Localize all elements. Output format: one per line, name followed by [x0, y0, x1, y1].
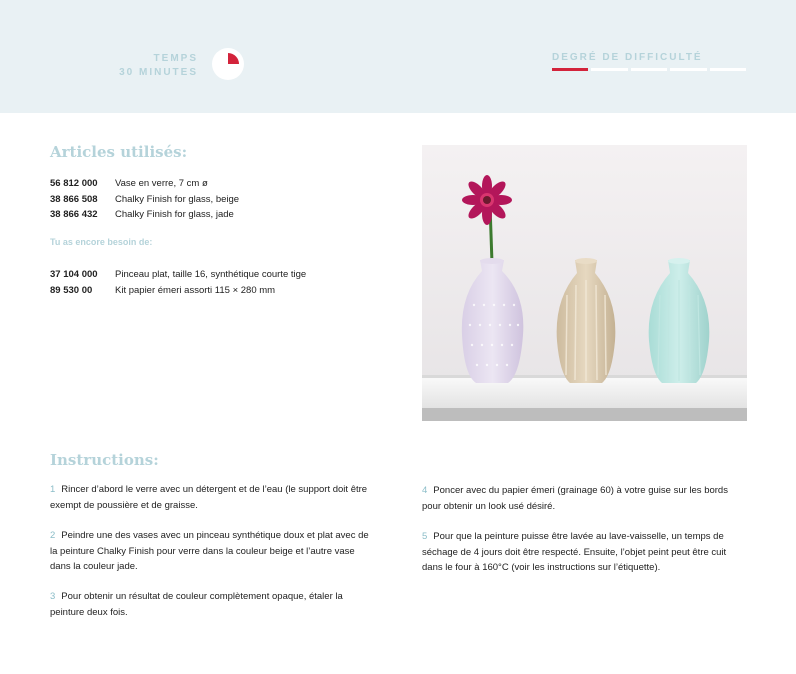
article-code: 38 866 508	[50, 193, 98, 205]
difficulty-segment	[552, 68, 588, 71]
step-text: Poncer avec du papier émeri (grainage 60) à votre guise sur les bords pour obtenir un look usé désiré.	[422, 485, 728, 512]
difficulty-segment	[670, 68, 706, 71]
step-number: 5	[422, 531, 428, 542]
vases-photo	[422, 145, 747, 421]
articles-list	[50, 176, 239, 223]
article-row	[50, 267, 306, 283]
step-text: Pour que la peinture puisse être lavée au lave-vaisselle, un temps de séchage de 4 jours doit être respecté. Ensuite, l’objet peint peut être cuit dans le four à 160°C (voir les instructions sur l’étiquette).	[422, 531, 727, 573]
article-row	[50, 207, 239, 223]
time-block	[119, 52, 198, 80]
step-text: Peindre une des vases avec un pinceau synthétique doux et plat avec de la peinture Chalky Finish pour verre dans la couleur beige et l’autre vase dans la couleur jade.	[50, 530, 369, 572]
article-desc: Pinceau plat, taille 16, synthétique courte tige	[115, 269, 307, 280]
time-label: TEMPS	[153, 53, 198, 64]
step-number: 3	[50, 591, 56, 602]
also-needed-list	[50, 267, 306, 298]
article-desc: Vase en verre, 7 cm ø	[115, 178, 208, 189]
instruction-step-1	[50, 482, 375, 513]
instruction-step-3	[50, 589, 375, 620]
article-row	[50, 283, 306, 299]
timer-icon	[212, 48, 244, 80]
step-text: Rincer d’abord le verre avec un détergent et de l’eau (le support doit être exempt de poussière et de graisse.	[50, 484, 368, 511]
difficulty-segment	[631, 68, 667, 71]
time-value: 30 MINUTES	[119, 67, 198, 78]
step-number: 4	[422, 485, 428, 496]
step-number: 1	[50, 484, 56, 495]
difficulty-meter	[552, 68, 746, 71]
article-code: 38 866 432	[50, 209, 98, 220]
article-code: 89 530 00	[50, 284, 93, 296]
article-row	[50, 176, 239, 192]
article-desc: Chalky Finish for glass, jade	[115, 209, 234, 220]
also-needed-title: Tu as encore besoin de:	[50, 237, 153, 247]
difficulty-label: DEGRÉ DE DIFFICULTÉ	[552, 52, 703, 63]
instruction-step-5	[422, 529, 747, 576]
article-code: 37 104 000	[50, 269, 98, 280]
instruction-step-2	[50, 528, 375, 575]
article-code: 56 812 000	[50, 178, 98, 189]
step-number: 2	[50, 530, 56, 541]
article-desc: Chalky Finish for glass, beige	[115, 193, 240, 205]
instructions-title: Instructions:	[50, 451, 159, 469]
article-row	[50, 192, 239, 208]
instruction-step-4	[422, 483, 747, 514]
difficulty-segment	[710, 68, 746, 71]
articles-title: Articles utilisés:	[50, 143, 188, 161]
difficulty-segment	[591, 68, 627, 71]
header-band	[0, 0, 796, 113]
step-text: Pour obtenir un résultat de couleur complètement opaque, étaler la peinture deux fois.	[50, 591, 343, 618]
article-desc: Kit papier émeri assorti 115 × 280 mm	[115, 284, 276, 296]
